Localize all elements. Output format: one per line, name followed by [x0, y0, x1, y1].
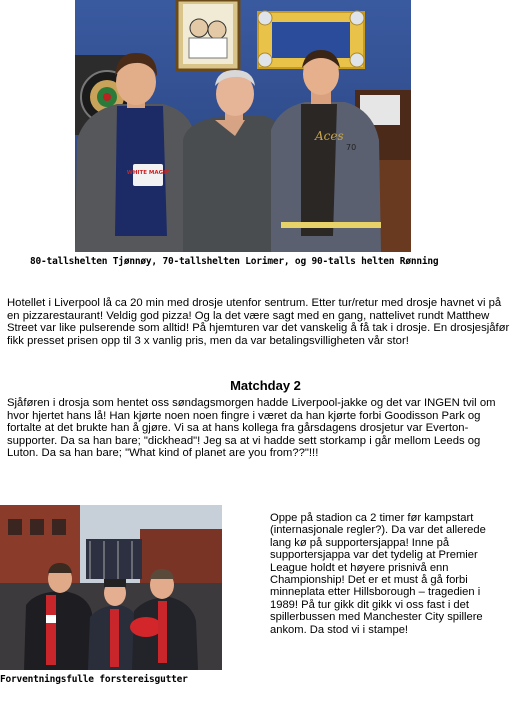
photo-caption-fans: Forventningsfulle forstereisgutter	[0, 674, 188, 685]
paragraph-stadium: Oppe på stadion ca 2 timer før kampstart (internasjonale regler?). Da var det allerede lang kø på supportersjappa! Inne på supportersjappa var det tydelig at Premier League holdt et høyere prisnivå enn Championship! Det er et must å gå forbi minneplata etter Hillsborough – tragedien i 1989! På tur gikk dit gikk vi oss fast i det spillerbussen med Manchester City spillere ankom. Da stod vi i stampe!	[270, 512, 486, 636]
section-heading: Matchday 2	[230, 378, 301, 393]
sleeve-number: 70	[346, 143, 357, 152]
paragraph-hotel: Hotellet i Liverpool lå ca 20 min med drosje utenfor sentrum. Etter tur/retur med drosje havnet vi på en pizzarestaurant! Veldig god pizza! Og la det være sagt med en gang, nattelivet rundt Matthew Street var like pulserende som alltid! På hjemturen var det vanskelig å få tak i drosje. En drosjesjåfør fikk presset prisen opp til 3 x vanlig pris, men da var betalingsvilligheten vår stor!	[7, 297, 510, 347]
pub-photo-illustration	[75, 0, 411, 252]
jersey-sponsor-text: WHITE MAGIC	[126, 170, 170, 176]
stadium-photo-illustration	[0, 505, 222, 670]
stadium-gates	[86, 539, 142, 579]
paragraph-taxi: Sjåføren i drosja som hentet oss søndagsmorgen hadde Liverpool-jakke og det var INGEN tvil om hvor hjertet hans lå! Han kjørte noen noen fingre i været da han kjørte forbi Goodisson Park og fortalte at det brukte han å gjøre. Vi sa at hans kollega fra gårsdagens drosjetur var Everton-supporter. Da sa han bare; "dickhead"! Jeg sa at vi hadde sett storkamp i går mellom Leeds og Luton. Da sa han bare; "What kind of planet are you from??"!!!	[7, 397, 496, 459]
pub-photo	[75, 0, 411, 252]
stadium-photo	[0, 505, 222, 670]
shirt-text: Aces	[315, 129, 344, 143]
photo-caption-heroes: 80-tallshelten Tjønnøy, 70-tallshelten Lorimer, og 90-talls helten Rønning	[30, 256, 439, 267]
